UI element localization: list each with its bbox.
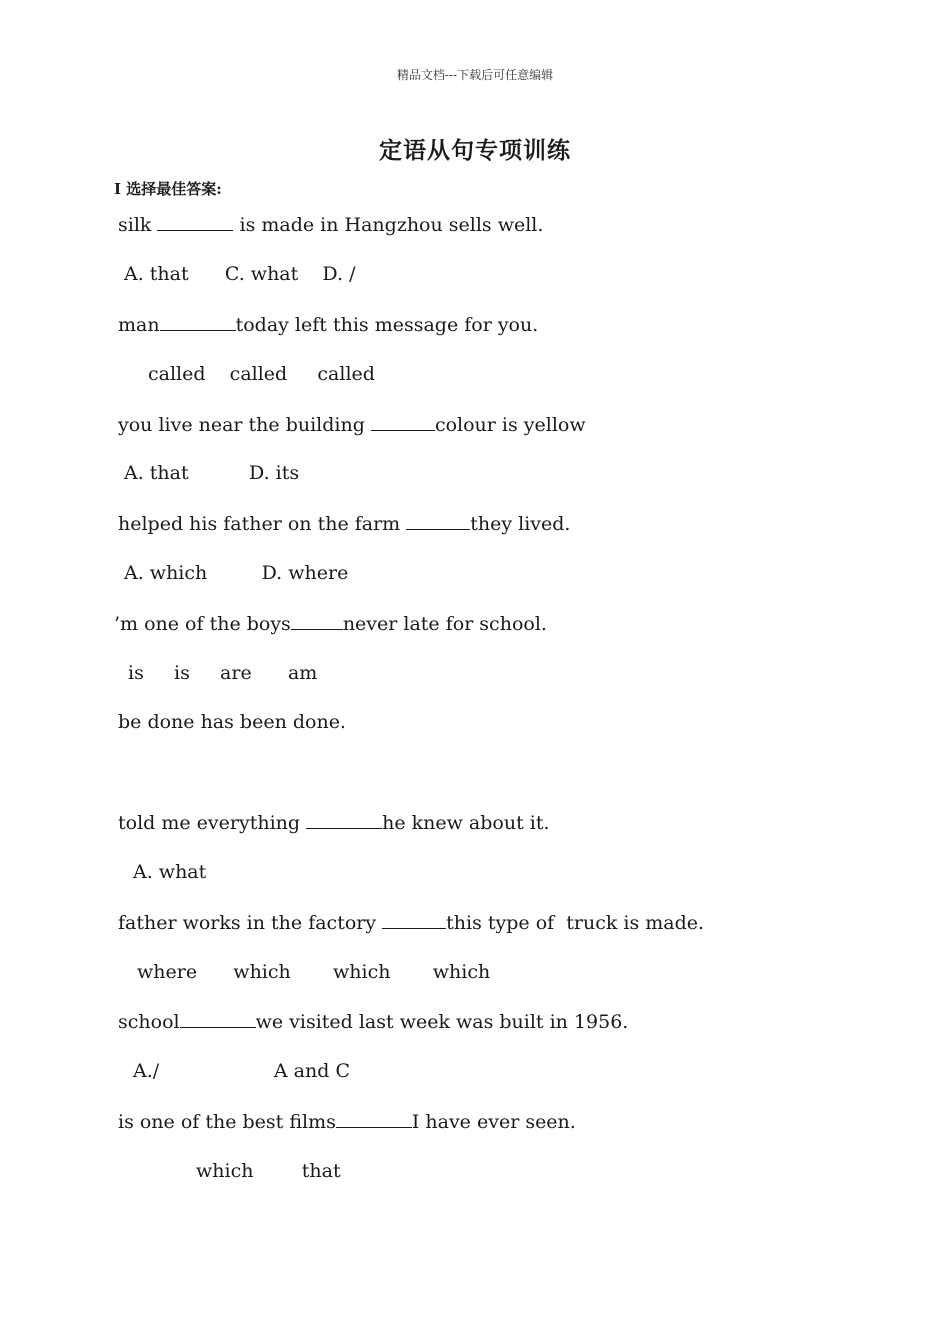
answer-blank — [382, 910, 446, 929]
question-line: you live near the building colour is yellow — [118, 414, 586, 436]
answer-blank — [160, 312, 236, 331]
section-heading: I 选择最佳答案: — [114, 180, 222, 198]
option-line: A. which D. where — [124, 562, 349, 584]
answer-blank — [371, 412, 435, 431]
question-line: father works in the factory this type of truck is made. — [118, 912, 705, 934]
document-title: 定语从句专项训练 — [379, 137, 571, 164]
answer-blank — [406, 511, 470, 530]
answer-blank — [336, 1109, 412, 1128]
question-line: ’m one of the boys never late for school. — [114, 613, 547, 635]
option-line: which that — [196, 1160, 341, 1182]
question-line: school we visited last week was built in 1956. — [118, 1011, 629, 1033]
option-line: is is are am — [128, 662, 318, 684]
page-header: 精品文档---下载后可任意编辑 — [396, 68, 554, 82]
answer-blank — [306, 810, 382, 829]
option-line: A. what — [133, 861, 207, 883]
option-line: where which which which — [137, 961, 491, 983]
question-line: told me everything he knew about it. — [118, 812, 550, 834]
question-line: be done has been done. — [118, 711, 346, 733]
question-line: man today left this message for you. — [118, 314, 539, 336]
question-line: is one of the best films I have ever seen. — [118, 1111, 576, 1133]
answer-blank — [180, 1009, 256, 1028]
option-line: A. that C. what D. / — [124, 263, 356, 285]
question-line: helped his father on the farm they lived. — [118, 513, 571, 535]
option-line: A. that D. its — [124, 462, 300, 484]
question-line: silk is made in Hangzhou sells well. — [118, 214, 544, 236]
option-line: A./ A and C — [133, 1060, 350, 1082]
option-line: called called called — [148, 363, 375, 385]
answer-blank — [157, 212, 233, 231]
answer-blank — [291, 611, 343, 630]
